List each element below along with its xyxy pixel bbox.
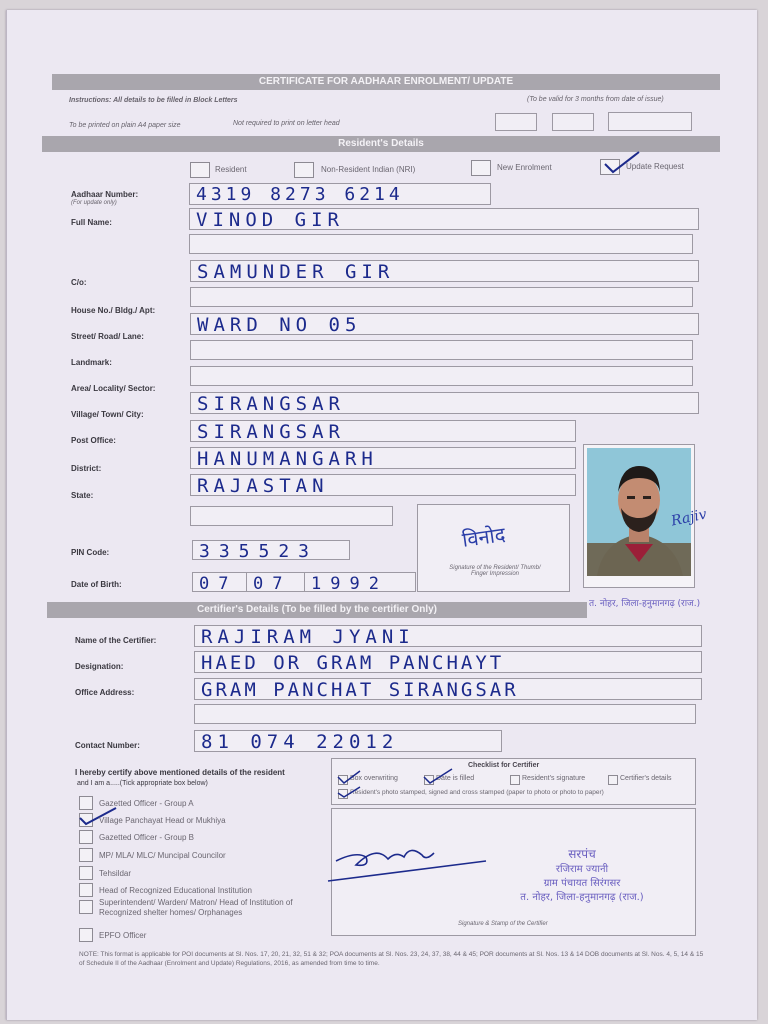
checklist-checkbox-signature[interactable] [510, 775, 520, 785]
role-checkbox-gazetted-a[interactable] [79, 796, 93, 810]
area-field[interactable] [190, 366, 693, 386]
new-enrolment-checkbox[interactable] [471, 160, 491, 176]
checklist-title: Checklist for Certifier [468, 762, 540, 769]
checklist-item-certifier: Certifier's details [620, 775, 672, 782]
certifier-signature [326, 831, 496, 891]
role-checkbox-superintendent[interactable] [79, 900, 93, 914]
instructions-text: Instructions: All details to be filled in Block Letters [69, 97, 238, 104]
post-office-label: Post Office: [71, 436, 116, 445]
role-label-mp-mla: MP/ MLA/ MLC/ Muncipal Councilor [99, 851, 226, 860]
village-label: Village/ Town/ City: [71, 410, 144, 419]
district-label: District: [71, 464, 102, 473]
aadhaar-note: (For update only) [71, 200, 117, 206]
house-field[interactable] [190, 287, 693, 307]
role-label-gazetted-a: Gazetted Officer - Group A [99, 799, 194, 808]
office-use-box-1 [495, 113, 537, 131]
role-label-epfo: EPFO Officer [99, 931, 147, 940]
resident-section-title: Resident's Details [42, 136, 720, 152]
role-checkbox-epfo[interactable] [79, 928, 93, 942]
resident-option-label: Resident [215, 165, 247, 174]
full-name-field[interactable]: VINOD GIR [189, 208, 699, 230]
checklist-item-overwriting: Box overwriting [350, 775, 398, 782]
role-label-superintendent: Superintendent/ Warden/ Matron/ Head of Institution of Recognized shelter homes/ Orphanages [99, 898, 293, 917]
certificate-page [6, 10, 757, 1020]
house-label: House No./ Bldg./ Apt: [71, 306, 156, 315]
stamp-line-name: रजिराम ज्यानी [555, 864, 609, 875]
state-label: State: [71, 491, 94, 500]
certify-statement-line-2: and I am a.....(Tick appropriate box below) [77, 780, 208, 787]
office-address-line-2[interactable] [194, 704, 696, 724]
new-enrolment-label: New Enrolment [497, 163, 552, 172]
nri-checkbox[interactable] [294, 162, 314, 178]
state-field[interactable]: RAJASTAN [190, 474, 576, 496]
landmark-label: Landmark: [71, 358, 112, 367]
stamp-caption: Signature & Stamp of the Certifier [458, 921, 548, 927]
validity-text: (To be valid for 3 months from date of issue) [527, 96, 664, 103]
office-use-box-2 [552, 113, 594, 131]
role-checkbox-mp-mla[interactable] [79, 848, 93, 862]
dob-year-field[interactable]: 1992 [304, 572, 416, 592]
checklist-item-date: Date is filled [436, 775, 475, 782]
role-label-educational-head: Head of Recognized Educational Institution [99, 886, 252, 895]
checklist-item-signature: Resident's signature [522, 775, 586, 782]
role-label-tehsildar: Tehsildar [99, 869, 132, 878]
street-field[interactable]: WARD NO 05 [190, 313, 699, 335]
office-address-label: Office Address: [75, 688, 135, 697]
role-label-village-head: Village Panchayat Head or Mukhiya [99, 816, 226, 825]
pin-label: PIN Code: [71, 548, 110, 557]
post-office-field[interactable]: SIRANGSAR [190, 420, 576, 442]
stamp-line-sarpanch: सरपंच [568, 847, 596, 861]
form-title: CERTIFICATE FOR AADHAAR ENROLMENT/ UPDATE [52, 74, 720, 90]
office-address-field[interactable]: GRAM PANCHAT SIRANGSAR [194, 678, 702, 700]
extra-field[interactable] [190, 506, 393, 526]
district-field[interactable]: HANUMANGARH [190, 447, 576, 469]
designation-label: Designation: [75, 662, 124, 671]
pin-field[interactable]: 335523 [192, 540, 350, 560]
contact-field[interactable]: 81 074 22012 [194, 730, 502, 752]
contact-label: Contact Number: [75, 741, 140, 750]
role-checkbox-village-head[interactable] [79, 813, 93, 827]
letterhead-note: Not required to print on letter head [233, 120, 340, 127]
checklist-box [331, 758, 696, 805]
certifier-name-label: Name of the Certifier: [75, 636, 157, 645]
role-checkbox-tehsildar[interactable] [79, 866, 93, 880]
role-checkbox-gazetted-b[interactable] [79, 830, 93, 844]
village-field[interactable]: SIRANGSAR [190, 392, 699, 414]
resident-signature-box[interactable] [417, 504, 570, 592]
resident-signature-caption: Signature of the Resident/ Thumb/ Finger Impression [449, 565, 541, 577]
full-name-label: Full Name: [71, 218, 112, 227]
checklist-checkbox-certifier[interactable] [608, 775, 618, 785]
dob-label: Date of Birth: [71, 580, 122, 589]
dob-day-field[interactable]: 07 [192, 572, 248, 592]
checklist-tick-marks-icon [336, 767, 476, 807]
print-note: To be printed on plain A4 paper size [69, 122, 181, 129]
update-request-label: Update Request [626, 162, 684, 171]
aadhaar-number-field[interactable]: 4319 8273 6214 [189, 183, 491, 205]
update-request-checkbox[interactable] [600, 159, 620, 175]
certify-statement-line-1: I hereby certify above mentioned details of the resident [75, 768, 285, 777]
role-label-gazetted-b: Gazetted Officer - Group B [99, 833, 195, 842]
aadhaar-label: Aadhaar Number: [71, 190, 139, 199]
co-field[interactable]: SAMUNDER GIR [190, 260, 699, 282]
certifier-section-title: Certifier's Details (To be filled by the certifier Only) [47, 602, 587, 618]
photo-cross-signature: Rajiv [669, 506, 709, 530]
resident-signature: विनोद [460, 522, 507, 552]
full-name-line-2[interactable] [189, 234, 693, 254]
certifier-name-field[interactable]: RAJIRAM JYANI [194, 625, 702, 647]
role-checkbox-educational-head[interactable] [79, 883, 93, 897]
co-label: C/o: [71, 278, 87, 287]
stamp-line-district: त. नोहर, जिला-हनुमानगढ़ (राज.) [520, 892, 644, 903]
designation-field[interactable]: HAED OR GRAM PANCHAYT [194, 651, 702, 673]
stamp-line-panchayat: ग्राम पंचायत सिरंगसर [543, 878, 621, 889]
checklist-item-photo: Resident's photo stamped, signed and cross stamped (paper to photo or photo to paper) [350, 789, 604, 796]
nri-option-label: Non-Resident Indian (NRI) [321, 165, 416, 174]
office-use-box-3 [608, 112, 692, 131]
dob-month-field[interactable]: 07 [246, 572, 306, 592]
resident-checkbox[interactable] [190, 162, 210, 178]
photo-stamp-text: त. नोहर, जिला-हनुमानगढ़ (राज.) [589, 599, 701, 609]
certifier-stamp-box[interactable] [331, 808, 696, 936]
area-label: Area/ Locality/ Sector: [71, 384, 156, 393]
landmark-field[interactable] [190, 340, 693, 360]
footer-note: NOTE: This format is applicable for POI documents at Sl. Nos. 17, 20, 21, 32, 51 & 32; POA documents at Sl. Nos. 23, 24, 37, 38, 44 & 45; POR documents at Sl. Nos. 13 & 14 DOB documents at Sl. Nos. 4, 5, 14 & 15 of Schedule II of the Aadhaar (Enrolment and Update) Regulations, 2016, as amended from time to time. [79, 951, 704, 967]
street-label: Street/ Road/ Lane: [71, 332, 144, 341]
